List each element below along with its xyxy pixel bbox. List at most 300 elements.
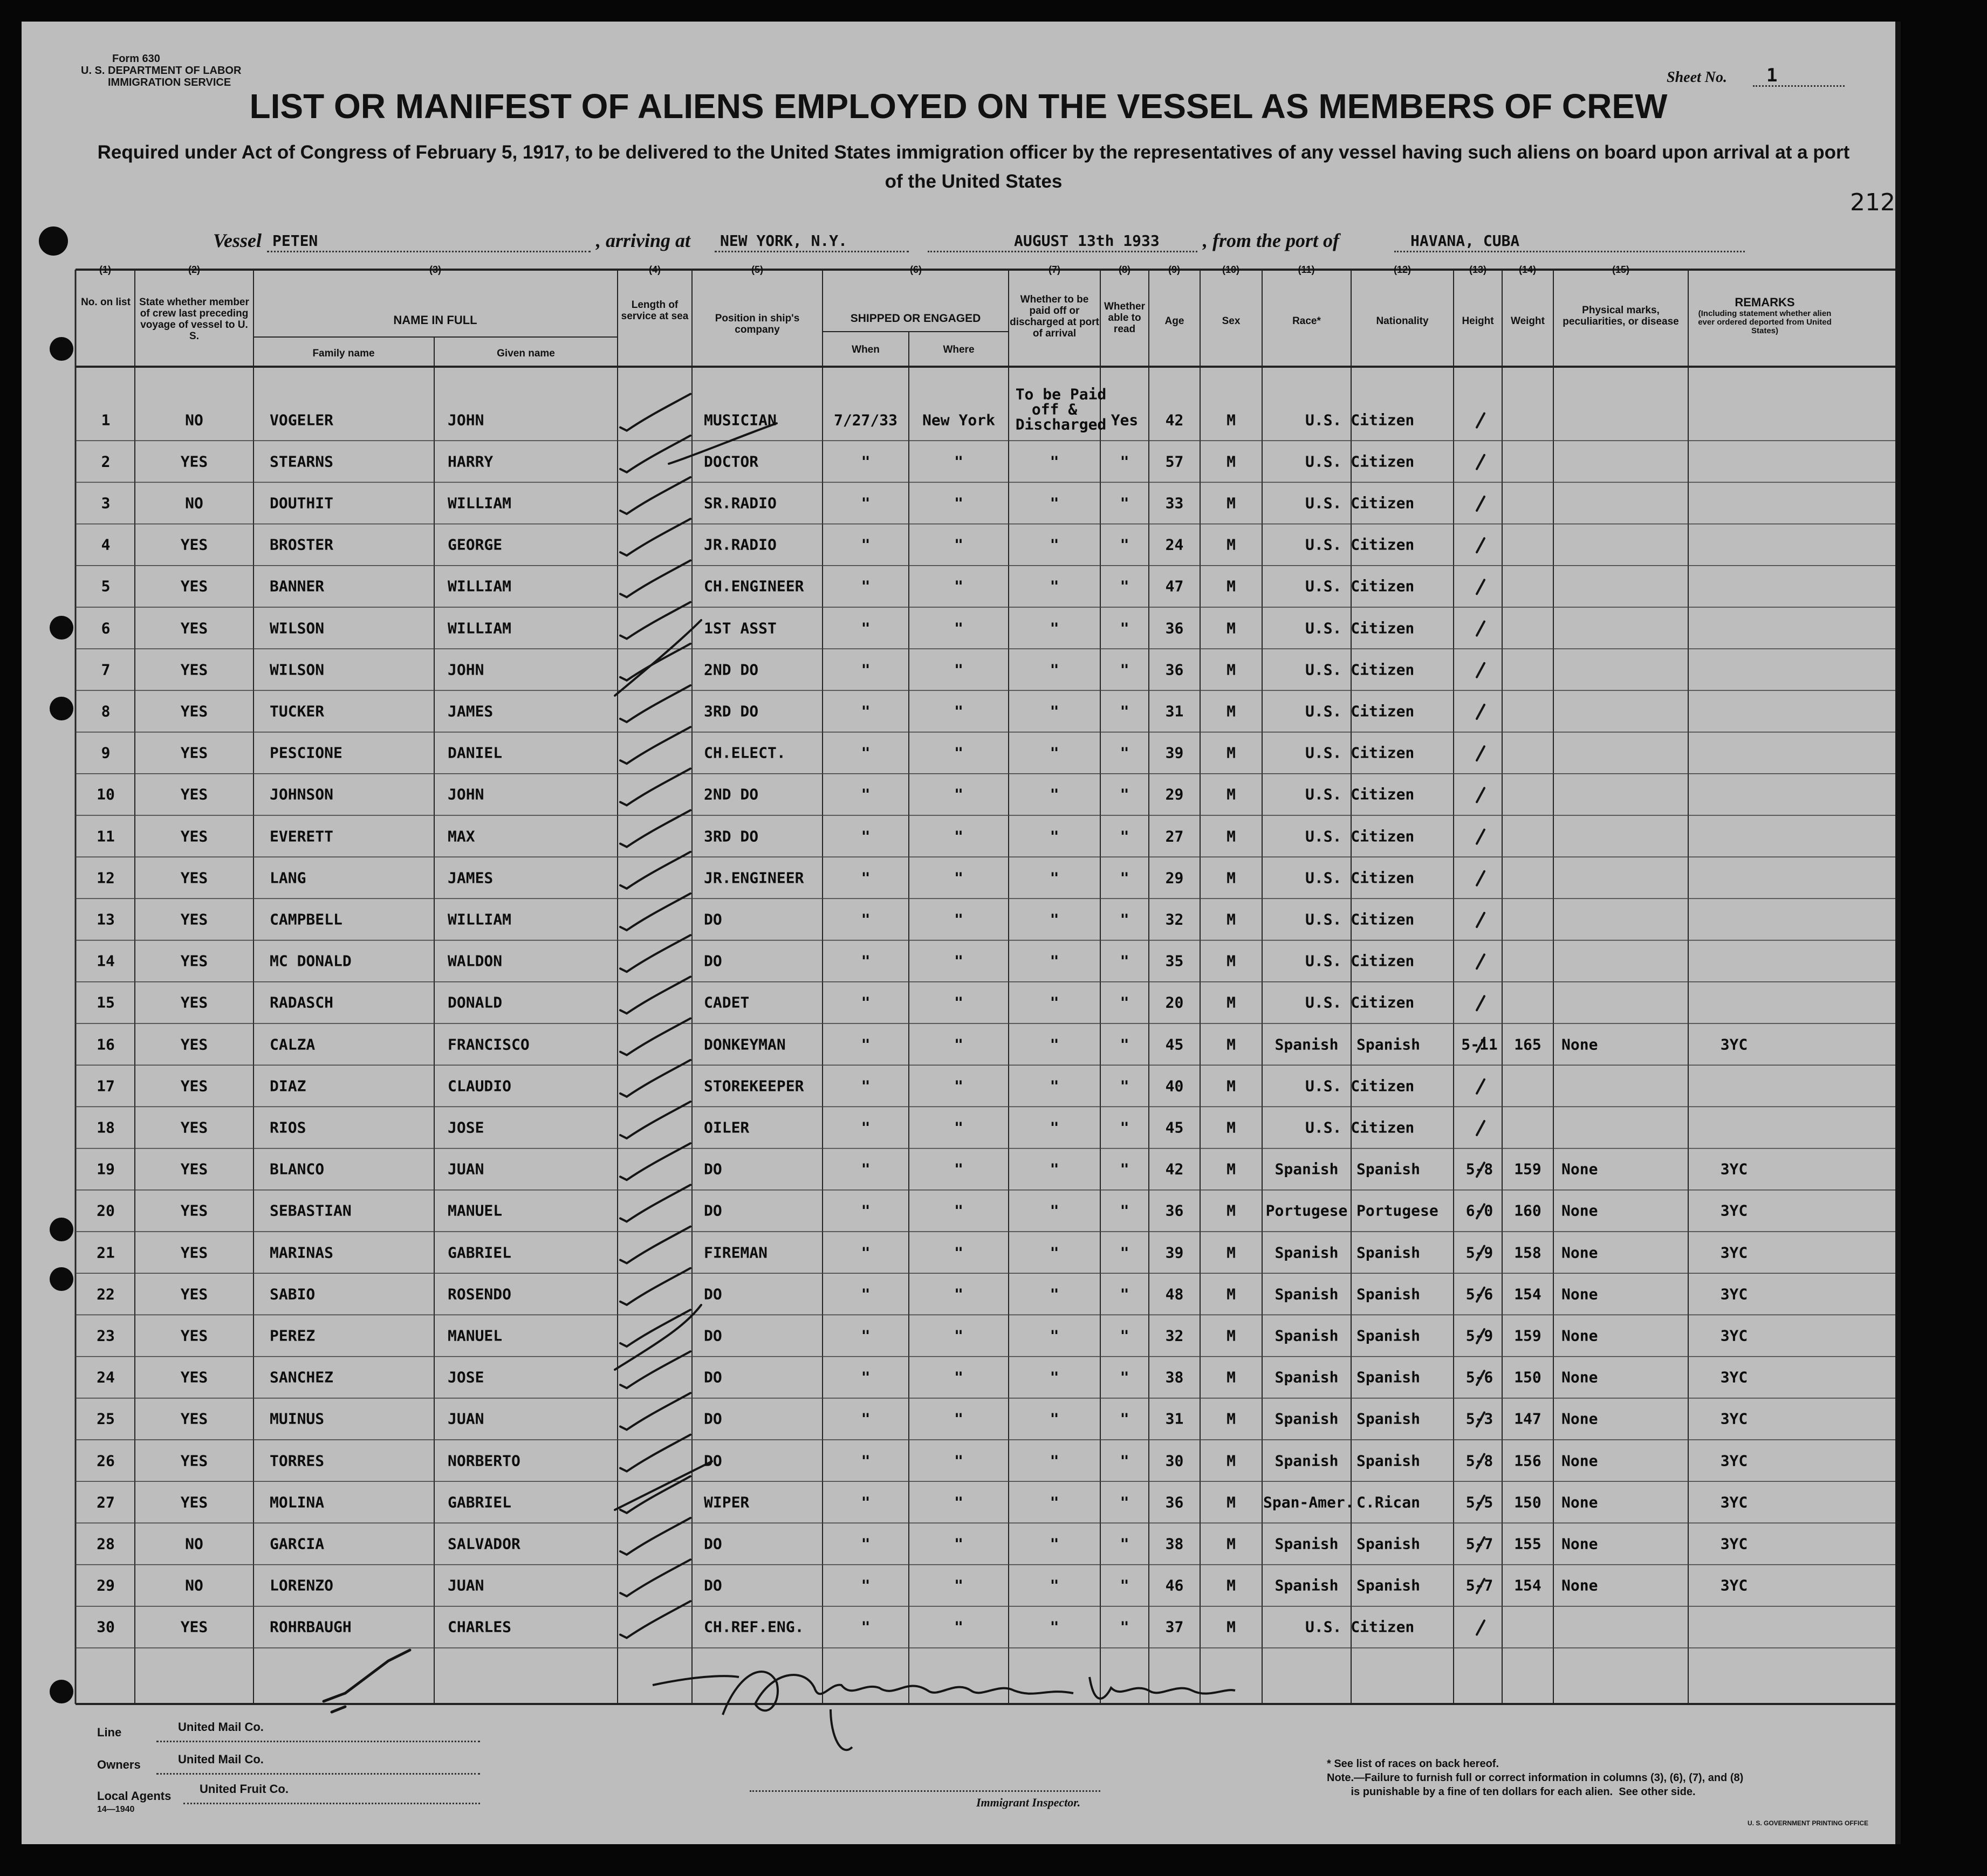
tick-mark (1477, 414, 1484, 428)
header-height: Height (1462, 315, 1494, 327)
cell-family: EVERETT (270, 827, 334, 846)
cell-race: Spanish (1275, 1535, 1339, 1553)
vessel-name: PETEN (272, 232, 318, 250)
cell-remarks: 3YC (1720, 1368, 1748, 1386)
cell-age: 30 (1165, 1452, 1184, 1470)
ditto-mark: " (1120, 1327, 1129, 1345)
ditto-mark: " (1120, 577, 1129, 595)
manifest-sheet (22, 22, 1901, 1844)
cell-family: SABIO (270, 1285, 316, 1303)
cell-position: CH.ENGINEER (704, 577, 804, 595)
cell-race: U.S. Citizen (1305, 744, 1415, 762)
cell-sex: M (1227, 577, 1236, 595)
cell-position: DO (704, 1368, 722, 1386)
cell-remarks: 3YC (1720, 1493, 1748, 1511)
cell-family: TORRES (270, 1452, 325, 1470)
cell-marks: None (1561, 1535, 1598, 1553)
ditto-mark: " (861, 827, 871, 846)
ditto-mark: " (1050, 1077, 1059, 1095)
binder-hole (50, 1267, 73, 1291)
cell-weight: 147 (1514, 1410, 1541, 1428)
ditto-mark: " (1120, 1035, 1129, 1054)
cell-nationality: Spanish (1356, 1368, 1421, 1386)
cell-weight: 150 (1514, 1493, 1541, 1511)
cell-sex: M (1227, 744, 1236, 762)
ditto-mark: " (1050, 1160, 1059, 1178)
table-grid (22, 22, 1895, 1844)
cell-position: DO (704, 1285, 722, 1303)
ditto-mark: " (1050, 1368, 1059, 1386)
tick-mark (1477, 663, 1484, 677)
check-mark (620, 1268, 690, 1305)
cell-weight: 156 (1514, 1452, 1541, 1470)
ditto-mark: " (954, 1285, 963, 1303)
cell-position: DO (704, 1452, 722, 1470)
cell-race: Span-Amer. (1263, 1493, 1354, 1511)
cell-no: 19 (97, 1160, 115, 1178)
cell-family: ROHRBAUGH (270, 1618, 352, 1636)
ditto-mark: " (861, 494, 871, 512)
cell-marks: None (1561, 1493, 1598, 1511)
cell-state: YES (180, 1201, 208, 1220)
cell-state: YES (180, 619, 208, 637)
cell-state: YES (180, 702, 208, 720)
ditto-mark: " (861, 577, 871, 595)
cell-position: DO (704, 1535, 722, 1553)
check-mark (620, 1351, 690, 1388)
ditto-mark: " (861, 1243, 871, 1262)
cell-remarks: 3YC (1720, 1243, 1748, 1262)
ditto-mark: " (954, 910, 963, 929)
cell-remarks: 3YC (1720, 1327, 1748, 1345)
cell-given: JOHN (448, 785, 484, 803)
cell-position: CADET (704, 993, 750, 1012)
cell-age: 36 (1165, 661, 1184, 679)
cell-height: 5-9 (1465, 1327, 1493, 1345)
cell-race: Spanish (1275, 1452, 1339, 1470)
cell-race: Spanish (1275, 1410, 1339, 1428)
cell-weight: 154 (1514, 1285, 1541, 1303)
cell-nationality: Spanish (1356, 1285, 1421, 1303)
cell-family: CAMPBELL (270, 910, 342, 929)
cell-race: Portugese (1265, 1201, 1348, 1220)
col-num-5: (5) (751, 264, 763, 275)
header-sex: Sex (1222, 315, 1241, 327)
cell-sex: M (1227, 869, 1236, 887)
cell-sex: M (1227, 1285, 1236, 1303)
ditto-mark: " (1120, 993, 1129, 1012)
ditto-mark: " (861, 1452, 871, 1470)
ditto-mark: " (1120, 1118, 1129, 1137)
cell-no: 8 (101, 702, 111, 720)
cell-sex: M (1227, 452, 1236, 471)
header-state-whether-member: State whether member of crew last preceding voyage of vessel to U. S. (139, 297, 249, 342)
col-num-10: (10) (1222, 264, 1239, 275)
header-physical-marks: Physical marks, peculiarities, or disease (1563, 305, 1679, 327)
from-port: HAVANA, CUBA (1410, 232, 1520, 250)
cell-height: 5-8 (1465, 1452, 1493, 1470)
cell-weight: 165 (1514, 1035, 1541, 1054)
check-mark (620, 1393, 690, 1430)
cell-age: 29 (1165, 785, 1184, 803)
cell-height: 5-6 (1465, 1285, 1493, 1303)
cell-no: 28 (97, 1535, 115, 1553)
check-mark (620, 394, 690, 431)
cell-given: CHARLES (448, 1618, 512, 1636)
col-num-14: (14) (1518, 264, 1536, 275)
cell-sex: M (1227, 1243, 1236, 1262)
cell-age: 45 (1165, 1035, 1184, 1054)
ditto-mark: " (954, 452, 963, 471)
cell-no: 7 (101, 661, 111, 679)
ditto-mark: " (1120, 1160, 1129, 1178)
cell-given: GEORGE (448, 535, 503, 554)
ditto-mark: " (1050, 535, 1059, 554)
sheet-number-label: Sheet No. (1667, 69, 1727, 86)
col-num-3: (3) (429, 264, 441, 275)
shipped-where: New York (922, 411, 995, 429)
ditto-mark: " (1120, 827, 1129, 846)
ditto-mark: " (954, 1368, 963, 1386)
check-mark (620, 1435, 690, 1472)
cell-no: 2 (101, 452, 111, 471)
cell-remarks: 3YC (1720, 1535, 1748, 1553)
ditto-mark: " (861, 993, 871, 1012)
cell-position: WIPER (704, 1493, 750, 1511)
ditto-mark: " (1050, 827, 1059, 846)
ditto-mark: " (954, 1160, 963, 1178)
col-num-1: (1) (99, 264, 111, 275)
ditto-mark: " (1050, 1576, 1059, 1595)
ditto-mark: " (1050, 452, 1059, 471)
cell-age: 36 (1165, 1201, 1184, 1220)
ditto-mark: " (861, 1576, 871, 1595)
ditto-mark: " (861, 744, 871, 762)
cell-sex: M (1227, 411, 1236, 429)
cell-given: GABRIEL (448, 1493, 512, 1511)
tick-mark (1477, 538, 1484, 552)
cell-marks: None (1561, 1410, 1598, 1428)
ditto-mark: " (1120, 952, 1129, 970)
header-nationality: Nationality (1376, 315, 1429, 327)
check-mark (620, 1476, 690, 1513)
cell-family: DOUTHIT (270, 494, 334, 512)
cell-no: 20 (97, 1201, 115, 1220)
cell-age: 36 (1165, 619, 1184, 637)
ditto-mark: " (954, 1035, 963, 1054)
cell-position: STOREKEEPER (704, 1077, 804, 1095)
cell-age: 48 (1165, 1285, 1184, 1303)
cell-sex: M (1227, 1576, 1236, 1595)
cell-family: DIAZ (270, 1077, 306, 1095)
cell-race: Spanish (1275, 1576, 1339, 1595)
cell-state: YES (180, 452, 208, 471)
tick-mark (1477, 996, 1484, 1010)
header-name-in-full: NAME IN FULL (393, 313, 477, 327)
cell-height: 5-9 (1465, 1243, 1493, 1262)
cell-race: U.S. Citizen (1305, 827, 1415, 846)
arrival-date: AUGUST 13th 1933 (1014, 232, 1160, 250)
cell-family: BROSTER (270, 535, 334, 554)
cell-age: 33 (1165, 494, 1184, 512)
cell-position: SR.RADIO (704, 494, 777, 512)
cell-given: ROSENDO (448, 1285, 512, 1303)
ditto-mark: " (1050, 1618, 1059, 1636)
arriving-label: , arriving at (596, 230, 691, 251)
tick-mark (1477, 954, 1484, 968)
header-age: Age (1164, 315, 1184, 327)
ditto-mark: " (1050, 910, 1059, 929)
cell-no: 29 (97, 1576, 115, 1595)
check-mark (620, 436, 690, 472)
cell-height: 5-7 (1465, 1535, 1493, 1553)
cell-state: NO (185, 411, 203, 429)
check-mark (620, 1185, 690, 1221)
ditto-mark: " (954, 1243, 963, 1262)
ditto-mark: " (1120, 1285, 1129, 1303)
ditto-mark: " (1050, 619, 1059, 637)
local-agents-label: Local Agents (97, 1789, 172, 1803)
ditto-mark: " (861, 1410, 871, 1428)
header-remarks-note: (Including statement whether alien ever ordered deported from United States) (1698, 309, 1832, 335)
cell-position: 1ST ASST (704, 619, 777, 637)
ditto-mark: " (954, 494, 963, 512)
from-port-label: , from the port of (1203, 230, 1340, 251)
tick-mark (1477, 580, 1484, 594)
cell-position: CH.ELECT. (704, 744, 786, 762)
ditto-mark: " (1050, 869, 1059, 887)
cell-marks: None (1561, 1452, 1598, 1470)
cell-marks: None (1561, 1160, 1598, 1178)
cell-family: JOHNSON (270, 785, 334, 803)
ditto-mark: " (1050, 952, 1059, 970)
header-race: Race* (1292, 315, 1321, 327)
cell-family: GARCIA (270, 1535, 325, 1553)
check-mark (620, 1143, 690, 1180)
paid-off-line-3: Discharged (1015, 415, 1107, 434)
cell-position: JR.ENGINEER (704, 869, 804, 887)
col-num-11: (11) (1298, 264, 1315, 275)
ditto-mark: " (954, 993, 963, 1012)
ditto-mark: " (861, 1327, 871, 1345)
binder-hole (50, 1680, 73, 1703)
ditto-mark: " (954, 1576, 963, 1595)
cell-marks: None (1561, 1327, 1598, 1345)
cell-state: YES (180, 952, 208, 970)
cell-height: 5-5 (1465, 1493, 1493, 1511)
cell-sex: M (1227, 952, 1236, 970)
ditto-mark: " (954, 785, 963, 803)
cell-nationality: Spanish (1356, 1160, 1421, 1178)
check-mark (620, 727, 690, 764)
cell-position: OILER (704, 1118, 750, 1137)
line-value: United Mail Co. (178, 1720, 264, 1734)
cell-age: 45 (1165, 1118, 1184, 1137)
cell-remarks: 3YC (1720, 1576, 1748, 1595)
cell-given: WILLIAM (448, 619, 512, 637)
tick-mark (1477, 622, 1484, 636)
col-num-8: (8) (1119, 264, 1130, 275)
cell-remarks: 3YC (1720, 1035, 1748, 1054)
cell-age: 24 (1165, 535, 1184, 554)
ditto-mark: " (1050, 577, 1059, 595)
cell-sex: M (1227, 910, 1236, 929)
cell-given: MAX (448, 827, 475, 846)
ditto-mark: " (1120, 910, 1129, 929)
cell-no: 11 (97, 827, 115, 846)
cell-weight: 159 (1514, 1160, 1541, 1178)
col-num-12: (12) (1393, 264, 1411, 275)
paid-off-line-2: off & (1031, 400, 1078, 418)
document-title: LIST OR MANIFEST OF ALIENS EMPLOYED ON THE VESSEL AS MEMBERS OF CREW (249, 87, 1668, 126)
cell-given: JUAN (448, 1160, 484, 1178)
cell-state: YES (180, 910, 208, 929)
check-mark (620, 519, 690, 555)
header-given-name: Given name (497, 348, 555, 359)
cell-sex: M (1227, 827, 1236, 846)
cell-age: 38 (1165, 1535, 1184, 1553)
cell-given: JOSE (448, 1118, 484, 1137)
cell-height: 6-0 (1465, 1201, 1493, 1220)
cell-age: 32 (1165, 910, 1184, 929)
form-number: Form 630 (112, 53, 160, 65)
cell-race: U.S. Citizen (1305, 661, 1415, 679)
cell-weight: 160 (1514, 1201, 1541, 1220)
cell-family: MOLINA (270, 1493, 325, 1511)
ditto-mark: " (1050, 494, 1059, 512)
check-mark (620, 1102, 690, 1138)
cell-position: 3RD DO (704, 827, 759, 846)
cell-state: YES (180, 869, 208, 887)
cell-age: 35 (1165, 952, 1184, 970)
cell-no: 4 (101, 535, 111, 554)
check-mark (620, 852, 690, 889)
cell-given: HARRY (448, 452, 494, 471)
check-mark (620, 1060, 690, 1097)
ditto-mark: " (954, 702, 963, 720)
cell-nationality: Spanish (1356, 1452, 1421, 1470)
cell-weight: 158 (1514, 1243, 1541, 1262)
arrival-port: NEW YORK, N.Y. (720, 232, 848, 250)
cell-given: CLAUDIO (448, 1077, 512, 1095)
cell-age: 31 (1165, 702, 1184, 720)
cell-state: NO (185, 494, 203, 512)
cell-no: 25 (97, 1410, 115, 1428)
cell-marks: None (1561, 1243, 1598, 1262)
cell-position: DO (704, 1327, 722, 1345)
cell-no: 18 (97, 1118, 115, 1137)
cell-given: WILLIAM (448, 494, 512, 512)
binder-hole (50, 697, 73, 720)
cell-given: WILLIAM (448, 577, 512, 595)
cell-state: YES (180, 1160, 208, 1178)
check-mark (620, 1601, 690, 1638)
cell-race: U.S. Citizen (1305, 494, 1415, 512)
cell-sex: M (1227, 785, 1236, 803)
ditto-mark: " (954, 952, 963, 970)
binder-hole (50, 1218, 73, 1241)
cell-family: MUINUS (270, 1410, 325, 1428)
ditto-mark: " (1050, 744, 1059, 762)
cell-sex: M (1227, 1160, 1236, 1178)
cell-nationality: C.Rican (1356, 1493, 1421, 1511)
footer-note: * See list of races on back hereof. Note.—Failure to furnish full or correct information in columns (3), (6), (7), and (8) is punishable by a fine of ten dollars for each alien. See other side. (1327, 1758, 1744, 1798)
ditto-mark: " (1050, 1452, 1059, 1470)
cell-sex: M (1227, 1452, 1236, 1470)
cell-state: YES (180, 744, 208, 762)
cell-family: MARINAS (270, 1243, 334, 1262)
ditto-mark: " (861, 910, 871, 929)
check-mark (620, 810, 690, 847)
form-code: 14—1940 (97, 1805, 135, 1814)
cell-state: YES (180, 1368, 208, 1386)
cell-state: YES (180, 1327, 208, 1345)
cell-race: U.S. Citizen (1305, 952, 1415, 970)
cell-given: FRANCISCO (448, 1035, 530, 1054)
cell-height: 5-8 (1465, 1160, 1493, 1178)
tick-mark (1477, 830, 1484, 844)
cell-race: U.S. Citizen (1305, 1618, 1415, 1636)
cell-family: LORENZO (270, 1576, 334, 1595)
cell-height: 5-7 (1465, 1576, 1493, 1595)
cell-race: U.S. Citizen (1305, 702, 1415, 720)
cell-state: YES (180, 827, 208, 846)
ditto-mark: " (1050, 1201, 1059, 1220)
ditto-mark: " (1120, 1077, 1129, 1095)
cell-remarks: 3YC (1720, 1160, 1748, 1178)
cell-family: RADASCH (270, 993, 334, 1012)
cell-position: MUSICIAN (704, 411, 777, 429)
cell-position: DO (704, 1160, 722, 1178)
cell-state: YES (180, 1618, 208, 1636)
cell-state: YES (180, 661, 208, 679)
cell-no: 14 (97, 952, 115, 970)
cell-race: U.S. Citizen (1305, 910, 1415, 929)
cell-marks: None (1561, 1576, 1598, 1595)
binder-hole (50, 616, 73, 640)
cell-state: YES (180, 1285, 208, 1303)
ditto-mark: " (1120, 1452, 1129, 1470)
cell-position: DONKEYMAN (704, 1035, 786, 1054)
cell-family: PESCIONE (270, 744, 342, 762)
cell-race: U.S. Citizen (1305, 869, 1415, 887)
ditto-mark: " (954, 619, 963, 637)
stamped-number: 212 (1850, 189, 1895, 216)
cell-no: 15 (97, 993, 115, 1012)
ditto-mark: " (861, 1368, 871, 1386)
header-weight: Weight (1511, 315, 1545, 327)
cell-position: 2ND DO (704, 661, 759, 679)
ditto-mark: " (1120, 1410, 1129, 1428)
ditto-mark: " (1120, 452, 1129, 471)
cell-age: 27 (1165, 827, 1184, 846)
ditto-mark: " (861, 785, 871, 803)
header-position: Position in ship's company (715, 313, 800, 335)
ditto-mark: " (954, 1077, 963, 1095)
cell-sex: M (1227, 1118, 1236, 1137)
ditto-mark: " (861, 1493, 871, 1511)
cell-no: 5 (101, 577, 111, 595)
cell-marks: None (1561, 1285, 1598, 1303)
paid-off-line-1: To be Paid (1015, 385, 1107, 403)
cell-nationality: Spanish (1356, 1243, 1421, 1262)
header-family-name: Family name (312, 348, 375, 359)
cell-remarks: 3YC (1720, 1285, 1748, 1303)
cell-position: FIREMAN (704, 1243, 768, 1262)
ditto-mark: " (1120, 702, 1129, 720)
cell-no: 30 (97, 1618, 115, 1636)
cell-nationality: Portugese (1356, 1201, 1438, 1220)
